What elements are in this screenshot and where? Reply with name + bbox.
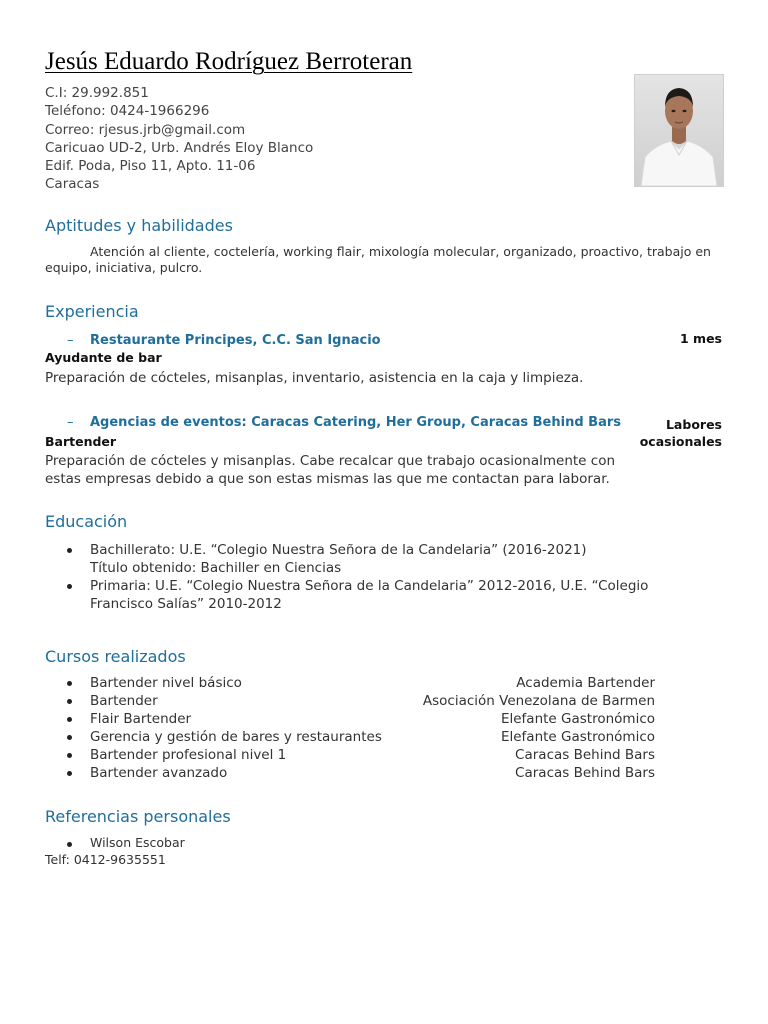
contact-address-line1: Caricuao UD-2, Urb. Andrés Eloy Blanco — [45, 139, 314, 156]
course-name: Bartender avanzado — [90, 765, 228, 781]
skills-heading: Aptitudes y habilidades — [45, 216, 233, 235]
job-2-description-line-1: Preparación de cócteles y misanplas. Cabe recalcar que trabajo ocasionalmente con — [45, 453, 616, 469]
course-institution: Caracas Behind Bars — [515, 765, 655, 781]
course-name: Bartender nivel básico — [90, 675, 242, 691]
job-2-role: Bartender — [45, 434, 117, 449]
skills-line-1: Atención al cliente, coctelería, working flair, mixología molecular, organizado, proactivo, trabajo en — [90, 244, 711, 259]
contact-phone: Teléfono: 0424-1966296 — [45, 103, 210, 120]
job-2-description — [45, 452, 615, 488]
course-name: Bartender — [90, 693, 158, 709]
job-1-role: Ayudante de bar — [45, 350, 162, 365]
contact-city: Caracas — [45, 176, 100, 193]
education-1-line-1: Bachillerato: U.E. “Colegio Nuestra Señora de la Candelaria” (2016-2021) — [90, 542, 587, 558]
course-name: Flair Bartender — [90, 711, 192, 727]
course-name: Bartender profesional nivel 1 — [90, 747, 287, 763]
education-heading: Educación — [45, 512, 128, 531]
job-2-employer: – Agencias de eventos: Caracas Catering, Her Group, Caracas Behind Bars — [45, 415, 621, 430]
list-item — [45, 541, 725, 577]
profile-photo — [634, 74, 724, 187]
education-2-line-1: Primaria: U.E. “Colegio Nuestra Señora de la Candelaria” 2012-2016, U.E. “Colegio — [90, 578, 649, 594]
skills-line-2: equipo, iniciativa, pulcro. — [45, 260, 203, 275]
course-institution: Academia Bartender — [516, 675, 655, 691]
job-2-duration-line-2: ocasionales — [639, 434, 722, 449]
contact-address-line2: Edif. Poda, Piso 11, Apto. 11-06 — [45, 158, 256, 175]
job-1-duration: 1 mes — [680, 331, 722, 346]
list-item — [45, 746, 655, 764]
job-1-employer: – Restaurante Principes, C.C. San Ignacio — [45, 333, 381, 348]
course-name: Gerencia y gestión de bares y restaurantes — [90, 729, 382, 745]
list-item — [45, 674, 655, 692]
job-2-duration-line-1: Labores — [665, 417, 722, 432]
reference-name: Wilson Escobar — [45, 835, 185, 851]
courses-heading: Cursos realizados — [45, 647, 186, 666]
experience-heading: Experiencia — [45, 302, 139, 321]
contact-email: Correo: rjesus.jrb@gmail.com — [45, 121, 246, 138]
skills-text — [45, 244, 735, 276]
education-list — [45, 541, 725, 613]
course-institution: Asociación Venezolana de Barmen — [422, 693, 655, 709]
course-institution: Elefante Gastronómico — [500, 711, 655, 727]
courses-list — [45, 674, 655, 782]
candidate-name: Jesús Eduardo Rodríguez Berroteran — [45, 48, 413, 75]
job-2-duration — [640, 416, 722, 450]
course-institution: Elefante Gastronómico — [500, 729, 655, 745]
list-item — [45, 710, 655, 728]
list-item — [45, 692, 655, 710]
contact-info — [45, 84, 313, 194]
list-item — [45, 728, 655, 746]
list-item — [45, 577, 725, 613]
course-institution: Caracas Behind Bars — [515, 747, 655, 763]
education-2-line-2: Francisco Salías” 2010-2012 — [90, 596, 282, 612]
job-1-dash: – — [67, 333, 74, 348]
list-item — [45, 764, 655, 782]
job-2-description-line-2: estas empresas debido a que son estas mismas las que me contactan para laborar. — [45, 471, 610, 487]
references-heading: Referencias personales — [45, 807, 231, 826]
education-1-line-2: Título obtenido: Bachiller en Ciencias — [90, 560, 342, 576]
reference-phone: Telf: 0412-9635551 — [45, 852, 166, 867]
contact-id: C.I: 29.992.851 — [45, 85, 149, 101]
references-list — [45, 835, 185, 851]
job-1-description: Preparación de cócteles, misanplas, inventario, asistencia en la caja y limpieza. — [45, 370, 584, 386]
job-2-dash: – — [67, 415, 74, 430]
person-photo-icon — [635, 75, 723, 186]
